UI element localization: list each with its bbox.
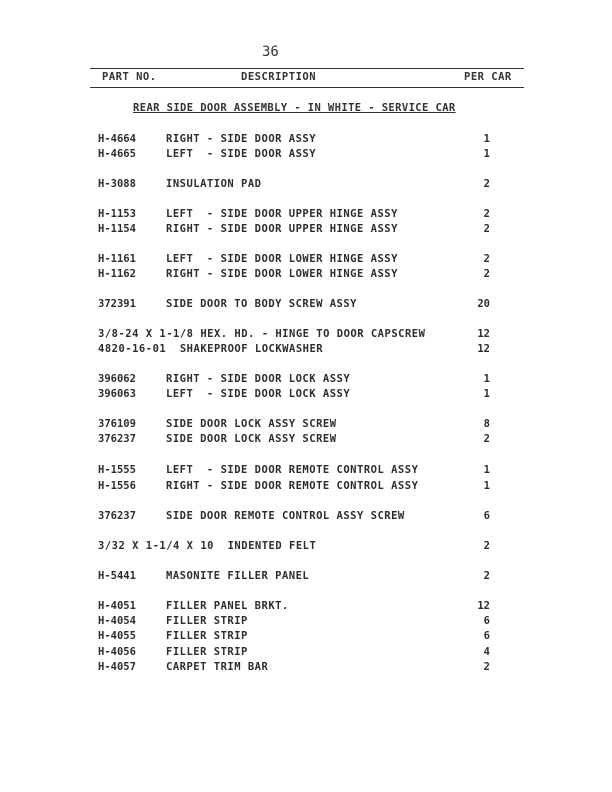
- table-row: [0, 133, 612, 148]
- part-number: H-1556: [98, 480, 136, 492]
- part-number: H-4051: [98, 600, 136, 612]
- quantity-per-car: 2: [483, 540, 490, 552]
- quantity-per-car: 12: [477, 328, 490, 340]
- header-top-rule: [90, 68, 524, 69]
- table-row: [0, 223, 612, 238]
- part-description: SIDE DOOR LOCK ASSY SCREW: [166, 418, 337, 430]
- quantity-per-car: 2: [483, 223, 490, 235]
- part-description: FILLER PANEL BRKT.: [166, 600, 289, 612]
- quantity-per-car: 1: [483, 373, 490, 385]
- table-row: [0, 433, 612, 448]
- table-row: [0, 298, 612, 313]
- part-description: LEFT - SIDE DOOR LOWER HINGE ASSY: [166, 253, 398, 265]
- part-description: FILLER STRIP: [166, 646, 248, 658]
- part-number: H-1162: [98, 268, 136, 280]
- table-row: [0, 418, 612, 433]
- column-header-description: DESCRIPTION: [241, 71, 317, 83]
- table-row: [0, 388, 612, 403]
- page-number: 36: [262, 44, 279, 60]
- part-description: LEFT - SIDE DOOR REMOTE CONTROL ASSY: [166, 464, 419, 476]
- part-number: H-4054: [98, 615, 136, 627]
- quantity-per-car: 12: [477, 343, 490, 355]
- part-description: FILLER STRIP: [166, 630, 248, 642]
- part-description: FILLER STRIP: [166, 615, 248, 627]
- part-number: H-4055: [98, 630, 136, 642]
- table-row: [0, 253, 612, 268]
- quantity-per-car: 2: [483, 433, 490, 445]
- quantity-per-car: 2: [483, 253, 490, 265]
- quantity-per-car: 1: [483, 133, 490, 145]
- part-description: MASONITE FILLER PANEL: [166, 570, 310, 582]
- quantity-per-car: 8: [483, 418, 490, 430]
- table-row: [0, 373, 612, 388]
- part-number: 396063: [98, 388, 136, 400]
- part-number: H-1161: [98, 253, 136, 265]
- quantity-per-car: 1: [483, 388, 490, 400]
- part-description: RIGHT - SIDE DOOR LOWER HINGE ASSY: [166, 268, 398, 280]
- part-number: H-1555: [98, 464, 136, 476]
- table-row: [0, 178, 612, 193]
- table-row: [0, 646, 612, 661]
- part-description: LEFT - SIDE DOOR ASSY: [166, 148, 317, 160]
- part-number: H-4056: [98, 646, 136, 658]
- quantity-per-car: 12: [477, 600, 490, 612]
- quantity-per-car: 2: [483, 570, 490, 582]
- table-row: [0, 464, 612, 479]
- quantity-per-car: 2: [483, 178, 490, 190]
- quantity-per-car: 1: [483, 464, 490, 476]
- table-row: [0, 540, 612, 555]
- part-description: INSULATION PAD: [166, 178, 262, 190]
- table-row: [0, 570, 612, 585]
- column-header-per-car: PER CAR: [464, 71, 512, 83]
- header-bottom-rule: [90, 87, 524, 88]
- part-description: SIDE DOOR REMOTE CONTROL ASSY SCREW: [166, 510, 405, 522]
- part-description: 3/8-24 X 1-1/8 HEX. HD. - HINGE TO DOOR CAPSCREW: [98, 328, 426, 340]
- part-description: 3/32 X 1-1/4 X 10 INDENTED FELT: [98, 540, 317, 552]
- table-row: [0, 630, 612, 645]
- part-number: H-4664: [98, 133, 136, 145]
- table-row: [0, 328, 612, 343]
- table-row: [0, 343, 612, 358]
- part-description: SIDE DOOR TO BODY SCREW ASSY: [166, 298, 358, 310]
- part-number: H-3088: [98, 178, 136, 190]
- part-number: 376109: [98, 418, 136, 430]
- part-description: RIGHT - SIDE DOOR REMOTE CONTROL ASSY: [166, 480, 419, 492]
- table-row: [0, 208, 612, 223]
- quantity-per-car: 2: [483, 661, 490, 673]
- section-title: REAR SIDE DOOR ASSEMBLY - IN WHITE - SERVICE CAR: [133, 102, 456, 114]
- table-row: [0, 148, 612, 163]
- part-number: 376237: [98, 510, 136, 522]
- quantity-per-car: 2: [483, 268, 490, 280]
- quantity-per-car: 1: [483, 148, 490, 160]
- column-header-part-no: PART NO.: [102, 71, 157, 83]
- part-number: H-4057: [98, 661, 136, 673]
- table-row: [0, 510, 612, 525]
- quantity-per-car: 4: [483, 646, 490, 658]
- part-description: RIGHT - SIDE DOOR ASSY: [166, 133, 317, 145]
- quantity-per-car: 6: [483, 615, 490, 627]
- part-number: H-1153: [98, 208, 136, 220]
- quantity-per-car: 6: [483, 630, 490, 642]
- part-number: 376237: [98, 433, 136, 445]
- part-description: SIDE DOOR LOCK ASSY SCREW: [166, 433, 337, 445]
- part-description: LEFT - SIDE DOOR UPPER HINGE ASSY: [166, 208, 398, 220]
- quantity-per-car: 20: [477, 298, 490, 310]
- part-number: H-1154: [98, 223, 136, 235]
- part-description: RIGHT - SIDE DOOR UPPER HINGE ASSY: [166, 223, 398, 235]
- part-number: 372391: [98, 298, 136, 310]
- table-row: [0, 600, 612, 615]
- part-description: RIGHT - SIDE DOOR LOCK ASSY: [166, 373, 351, 385]
- quantity-per-car: 2: [483, 208, 490, 220]
- quantity-per-car: 6: [483, 510, 490, 522]
- table-row: [0, 661, 612, 676]
- part-number: H-4665: [98, 148, 136, 160]
- part-number: 396062: [98, 373, 136, 385]
- table-row: [0, 268, 612, 283]
- part-description: CARPET TRIM BAR: [166, 661, 269, 673]
- part-description: 4820-16-01 SHAKEPROOF LOCKWASHER: [98, 343, 324, 355]
- part-description: LEFT - SIDE DOOR LOCK ASSY: [166, 388, 351, 400]
- part-number: H-5441: [98, 570, 136, 582]
- table-row: [0, 615, 612, 630]
- table-row: [0, 480, 612, 495]
- quantity-per-car: 1: [483, 480, 490, 492]
